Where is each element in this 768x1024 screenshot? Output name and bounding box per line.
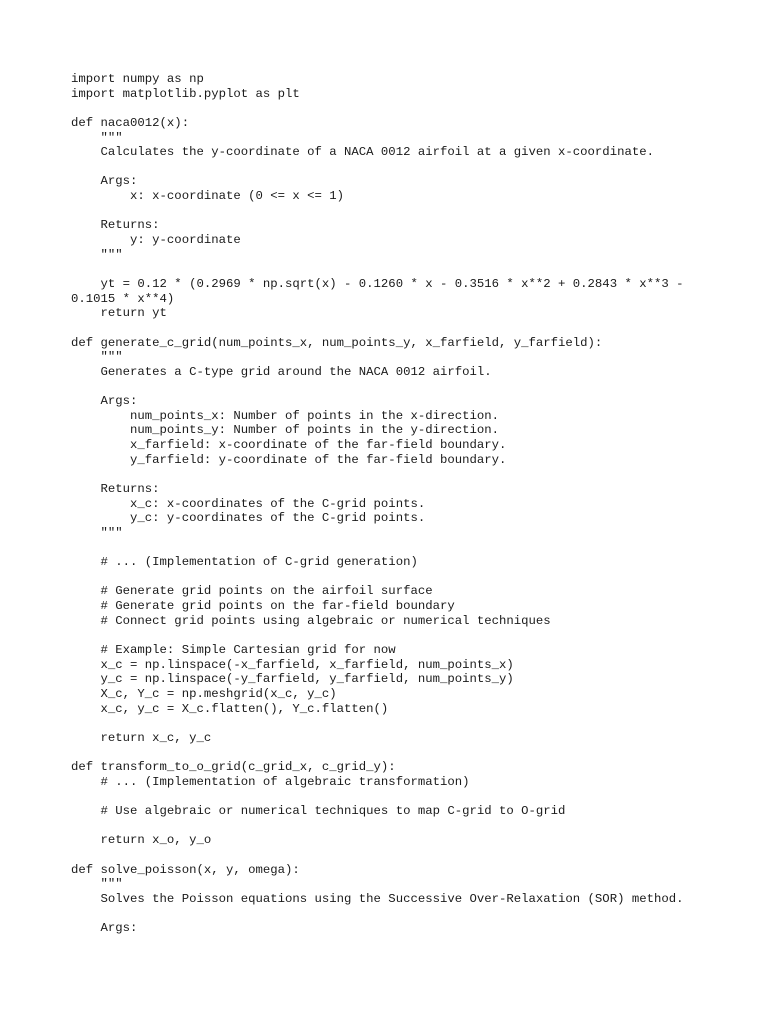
code-line: Args: (71, 174, 138, 189)
code-line: def naca0012(x): (71, 115, 190, 130)
code-line: # Example: Simple Cartesian grid for now (71, 642, 396, 657)
code-line (71, 541, 768, 556)
code-line (71, 321, 768, 336)
code-line: def solve_poisson(x, y, omega): (71, 862, 300, 877)
code-line: num_points_x: Number of points in the x-direction. (71, 408, 500, 423)
code-line (71, 789, 768, 804)
code-line: x_c: x-coordinates of the C-grid points. (71, 496, 426, 511)
code-line: Calculates the y-coordinate of a NACA 0012 airfoil at a given x-coordinate. (71, 145, 654, 160)
code-line (71, 379, 768, 394)
code-line (71, 628, 768, 643)
code-line: Returns: (71, 481, 160, 496)
code-line: import numpy as np (71, 72, 204, 86)
code-line (71, 848, 768, 863)
code-line: yt = 0.12 * (0.2969 * np.sqrt(x) - 0.1260 * x - 0.3516 * x**2 + 0.2843 * x**3 - (71, 276, 684, 291)
code-line: """ (71, 130, 123, 145)
code-line: y_c: y-coordinates of the C-grid points. (71, 511, 426, 526)
code-line: Args: (71, 394, 138, 409)
code-line: y_c = np.linspace(-y_farfield, y_farfield, num_points_y) (71, 672, 514, 687)
code-line: # Use algebraic or numerical techniques to map C-grid to O-grid (71, 804, 566, 819)
code-line: x_c, y_c = X_c.flatten(), Y_c.flatten() (71, 701, 389, 716)
code-document (71, 72, 768, 936)
code-line: # Generate grid points on the far-field boundary (71, 599, 455, 614)
code-line: x_c = np.linspace(-x_farfield, x_farfield, num_points_x) (71, 657, 514, 672)
code-line (71, 745, 768, 760)
code-line: return x_o, y_o (71, 833, 212, 848)
code-line: x: x-coordinate (0 <= x <= 1) (71, 189, 345, 204)
code-line: Returns: (71, 218, 160, 233)
code-line: Generates a C-type grid around the NACA 0012 airfoil. (71, 364, 492, 379)
code-line (71, 819, 768, 834)
code-line (71, 570, 768, 585)
code-line: Solves the Poisson equations using the Successive Over-Relaxation (SOR) method. (71, 891, 684, 906)
code-line: """ (71, 877, 123, 892)
code-line (71, 101, 768, 116)
code-line: # ... (Implementation of C-grid generation) (71, 555, 418, 570)
code-line: """ (71, 247, 123, 262)
code-line: def generate_c_grid(num_points_x, num_points_y, x_farfield, y_farfield): (71, 335, 603, 350)
code-line: # Generate grid points on the airfoil surface (71, 584, 433, 599)
code-line: y_farfield: y-coordinate of the far-field boundary. (71, 452, 507, 467)
code-line (71, 467, 768, 482)
code-line (71, 160, 768, 175)
code-line: 0.1015 * x**4) (71, 291, 175, 306)
code-line (71, 907, 768, 922)
code-line: num_points_y: Number of points in the y-direction. (71, 423, 500, 438)
code-line: return yt (71, 306, 167, 321)
code-line: def transform_to_o_grid(c_grid_x, c_grid_y): (71, 760, 396, 775)
code-line: return x_c, y_c (71, 730, 212, 745)
code-line: y: y-coordinate (71, 233, 241, 248)
code-line: # Connect grid points using algebraic or numerical techniques (71, 613, 551, 628)
code-line: Args: (71, 921, 138, 936)
code-line: import matplotlib.pyplot as plt (71, 86, 300, 101)
code-line: """ (71, 525, 123, 540)
code-line: """ (71, 350, 123, 365)
code-line: X_c, Y_c = np.meshgrid(x_c, y_c) (71, 686, 337, 701)
code-line: # ... (Implementation of algebraic transformation) (71, 774, 470, 789)
code-line: x_farfield: x-coordinate of the far-field boundary. (71, 438, 507, 453)
code-line (71, 204, 768, 219)
code-line (71, 262, 768, 277)
code-line (71, 716, 768, 731)
